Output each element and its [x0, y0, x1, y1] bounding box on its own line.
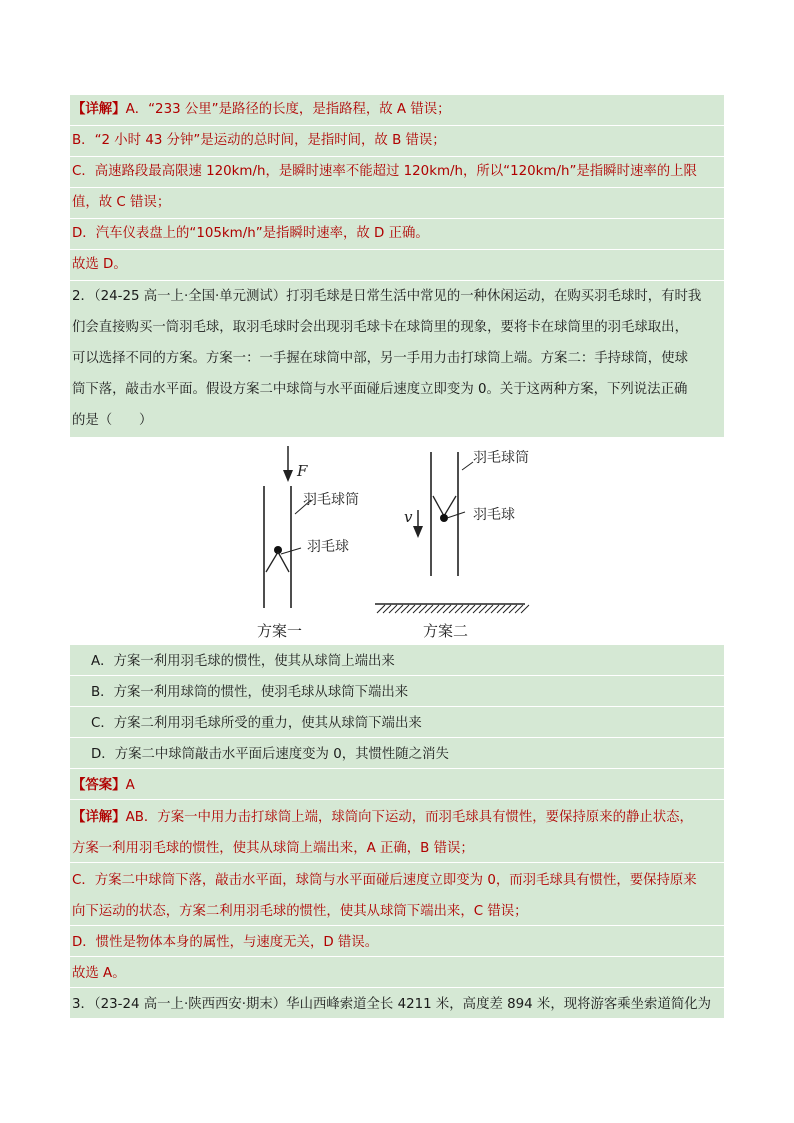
q2-option-c: C．方案二利用羽毛球所受的重力，使其从球筒下端出来	[91, 716, 422, 731]
shuttle1-feather-right	[278, 552, 289, 572]
q2-ab-text-1: AB．方案一中用力击打球筒上端，球筒向下运动，而羽毛球具有惯性，要保持原来的静止状态，	[125, 810, 693, 825]
shuttle-tube-diagram	[251, 438, 543, 645]
shuttle2-feather-left	[433, 496, 444, 516]
q2-stem-line1: 2．（24-25 高一上·全国·单元测试）打羽毛球是日常生活中常见的一种休闲运动，在购买羽毛球时，有时我	[72, 289, 702, 304]
q2-choose: 故选 A。	[72, 966, 126, 981]
q2-answer	[72, 776, 724, 796]
q2-figure	[251, 438, 543, 645]
tube2-leader	[462, 462, 473, 470]
shuttle2-feather-right	[444, 496, 456, 516]
q2-option-a: A．方案一利用羽毛球的惯性，使其从球筒上端出来	[91, 654, 395, 669]
q2-stem-line4: 筒下落，敲击水平面。假设方案二中球筒与水平面碰后速度立即变为 0。关于这两种方案，下列说法正确	[72, 382, 688, 397]
q2-detail-d: D．惯性是物体本身的属性，与速度无关，D 错误。	[72, 935, 379, 950]
force-arrow-head	[283, 470, 293, 482]
tube2-label: 羽毛球筒	[473, 450, 529, 466]
q1-a-text: A．“233 公里”是路径的长度，是指路程，故 A 错误；	[125, 102, 451, 117]
detail-tag: 【详解】	[72, 102, 126, 117]
q1-choose: 故选 D。	[72, 257, 127, 272]
q1-detail-c-line2: 值，故 C 错误；	[72, 195, 171, 210]
detail-tag: 【详解】	[72, 810, 126, 825]
shuttle2-label: 羽毛球	[473, 507, 515, 523]
shuttle1-feather-left	[266, 552, 278, 572]
velocity-label: v	[404, 508, 413, 526]
q2-stem-line3: 可以选择不同的方案。方案一：一手握在球筒中部，另一手用力击打球筒上端。方案二：手持球筒，使球	[72, 351, 688, 366]
q2-detail-ab-line1	[72, 808, 724, 828]
caption-scheme-1: 方案一	[257, 622, 303, 640]
velocity-arrow-head	[413, 526, 423, 538]
caption-scheme-2: 方案二	[423, 622, 469, 640]
tube1-label: 羽毛球筒	[303, 492, 359, 508]
q2-option-b: B．方案一利用球筒的惯性，使羽毛球从球筒下端出来	[91, 685, 409, 700]
q2-option-d: D．方案二中球筒敲击水平面后速度变为 0，其惯性随之消失	[91, 747, 449, 762]
ground-hatching	[377, 605, 529, 613]
q3-stem-line1: 3．（23-24 高一上·陕西西安·期末）华山西峰索道全长 4211 米，高度差 894 米，现将游客乘坐索道简化为	[72, 997, 712, 1012]
force-label: F	[297, 462, 308, 480]
answer-tag: 【答案】	[72, 778, 126, 793]
q2-detail-ab-line2: 方案一利用羽毛球的惯性，使其从球筒上端出来，A 正确，B 错误；	[72, 841, 474, 856]
q2-detail-c-line1: C．方案二中球筒下落，敲击水平面，球筒与水平面碰后速度立即变为 0，而羽毛球具有惯性，要保持原来	[72, 873, 697, 888]
q2-detail-c-line2: 向下运动的状态，方案二利用羽毛球的惯性，使其从球筒下端出来，C 错误；	[72, 904, 528, 919]
q1-detail-b: B．“2 小时 43 分钟”是运动的总时间，是指时间，故 B 错误；	[72, 133, 446, 148]
shuttle2-head	[440, 514, 448, 522]
q2-stem-line2: 们会直接购买一筒羽毛球，取羽毛球时会出现羽毛球卡在球筒里的现象，要将卡在球筒里的羽毛球取出，	[72, 320, 688, 335]
q1-detail-c-line1: C．高速路段最高限速 120km/h，是瞬时速率不能超过 120km/h，所以“120km/h”是指瞬时速率的上限	[72, 164, 697, 179]
q1-detail-a	[72, 100, 724, 120]
shuttle1-label: 羽毛球	[307, 539, 349, 555]
answer-value: A	[125, 778, 135, 793]
q2-stem-line5: 的是（ ）	[72, 413, 153, 428]
q1-detail-d: D．汽车仪表盘上的“105km/h”是指瞬时速率，故 D 正确。	[72, 226, 429, 241]
shuttle2-leader	[447, 512, 465, 518]
